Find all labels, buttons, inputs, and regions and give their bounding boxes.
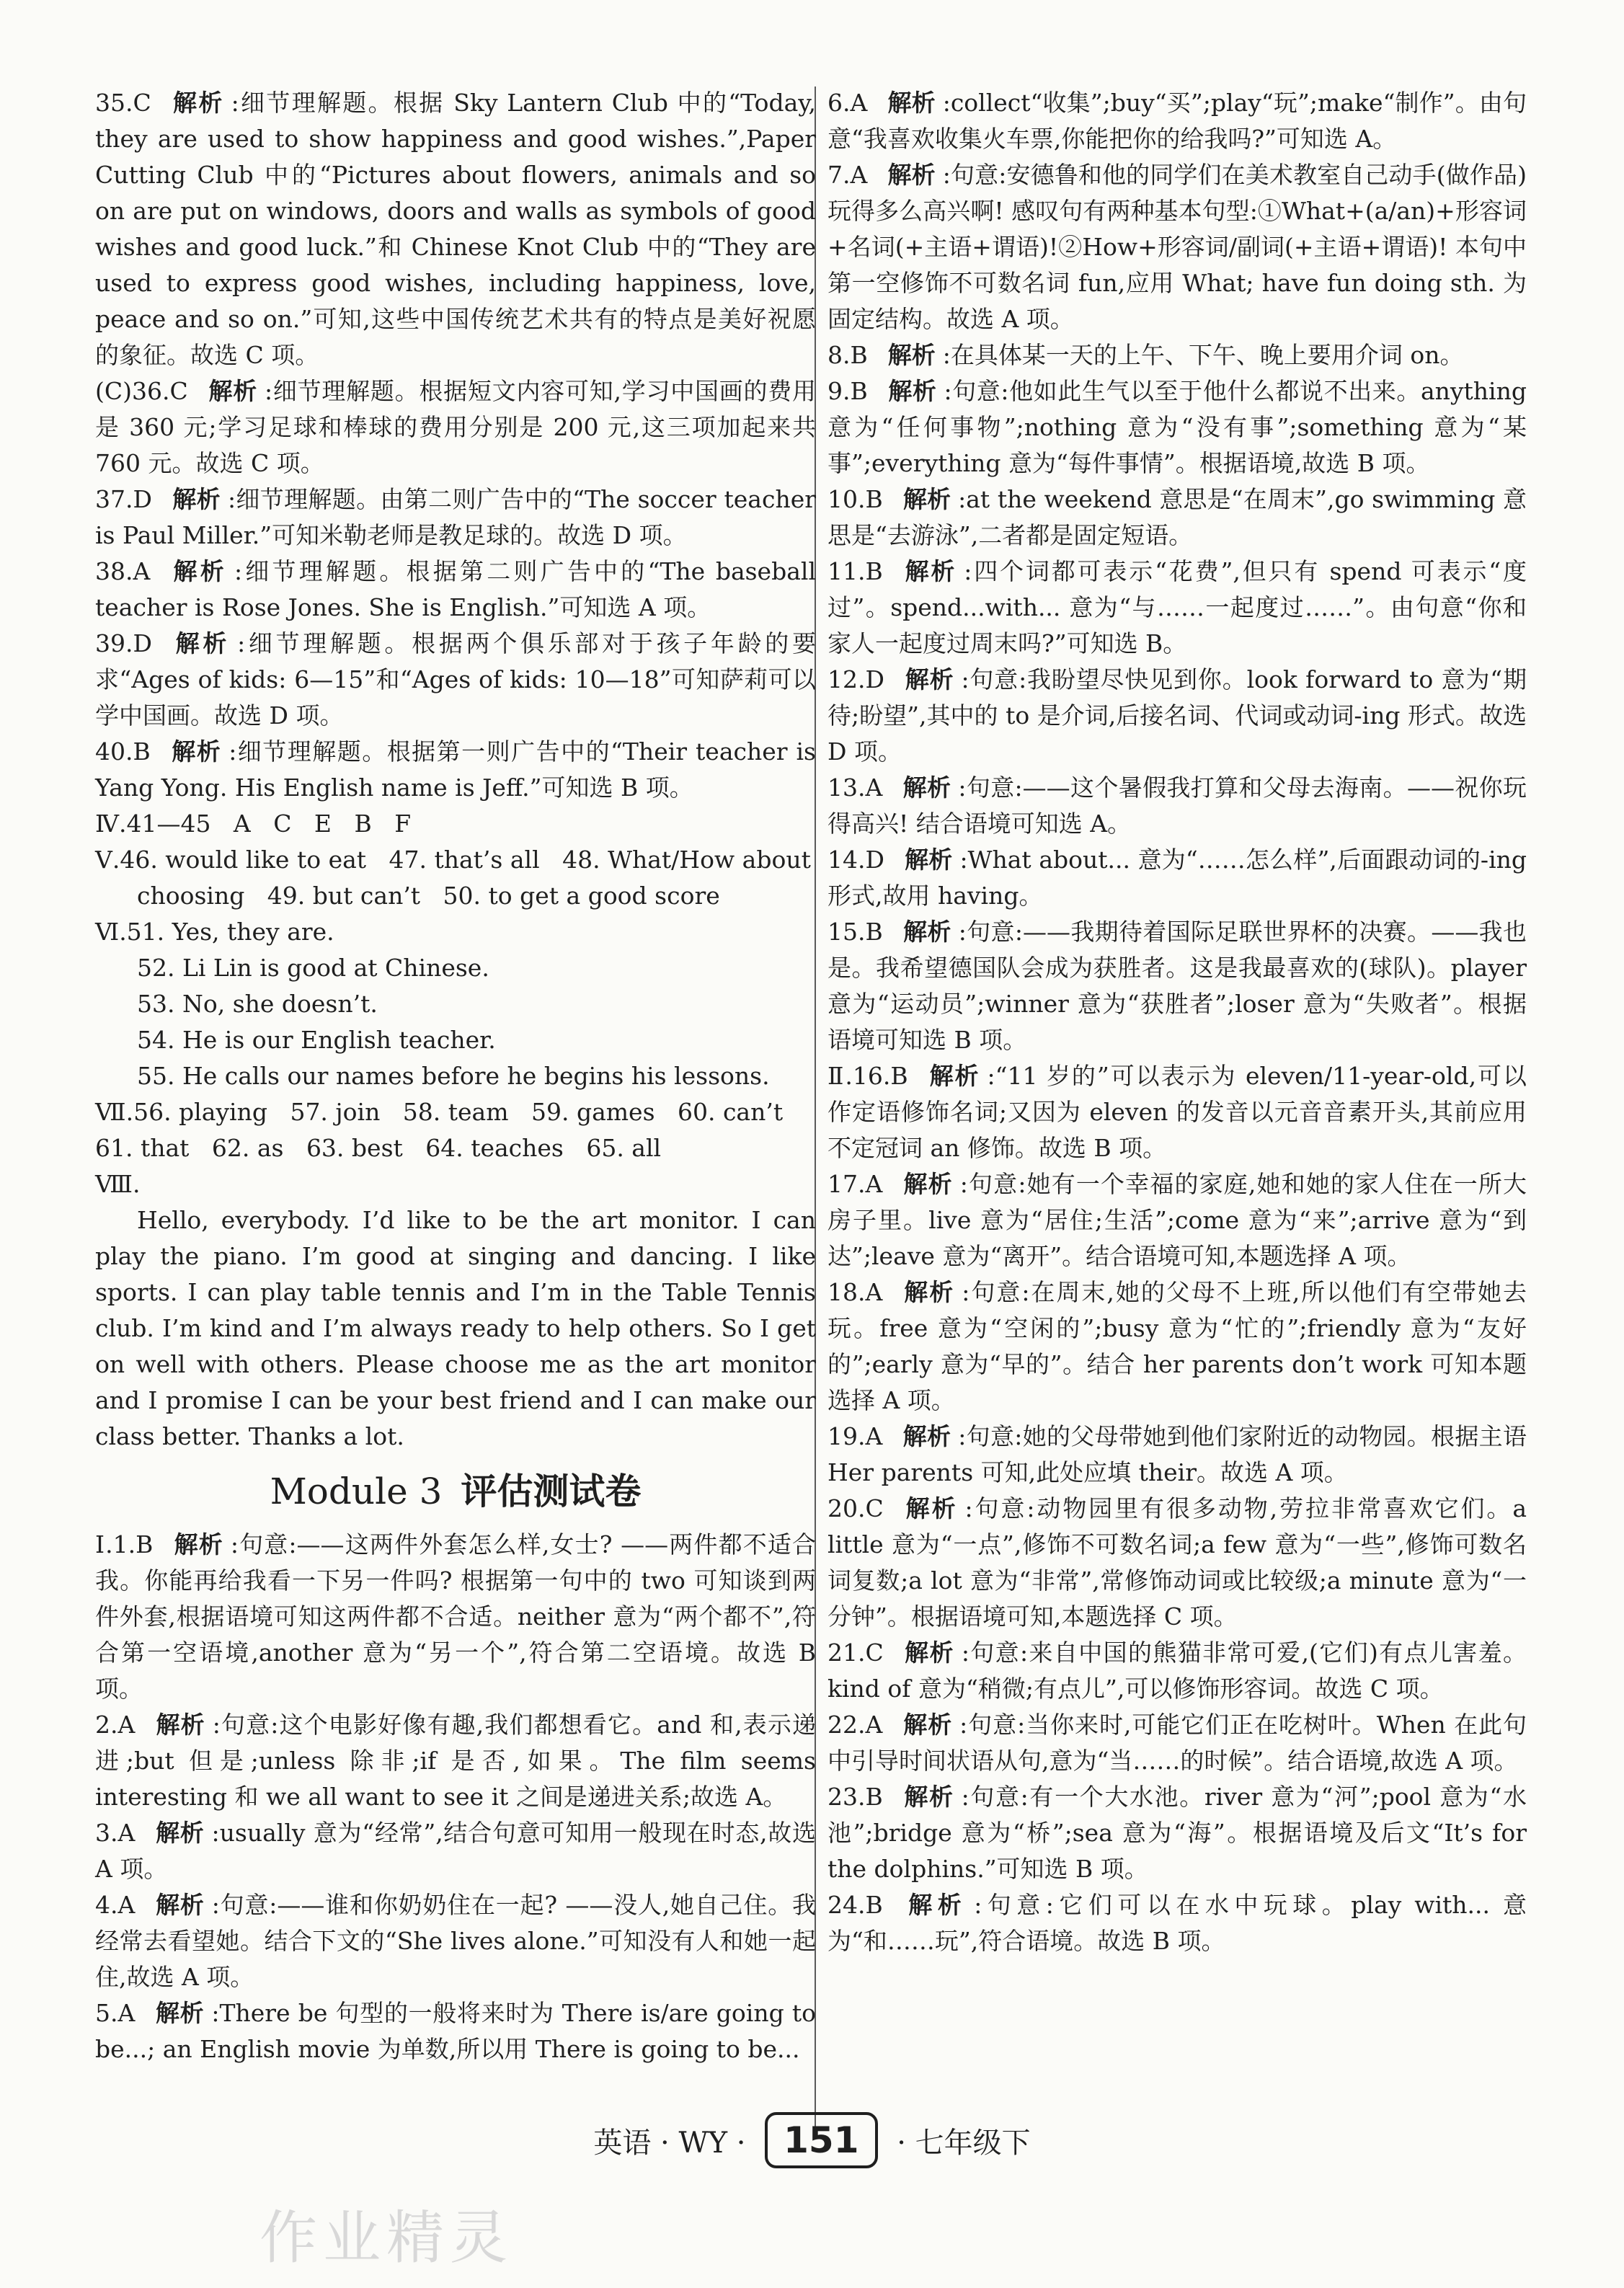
answer-m1: Ⅰ.1.B 解析 :句意:——这两件外套怎么样,女士? ——两件都不适合我。你能再给我看一下另一件吗? 根据第一句中的 two 可知谈到两件外套,根据语境可知这两件都不合适。neither 意为“两个都不”,符合第一空语境,another 意为“另一个”,符合第二空语境。故选 B 项。 (95, 1530, 817, 1703)
answer-m4: 4.A 解析 :句意:——谁和你奶奶住在一起? ——没人,她自己住。我经常去看望她。结合下文的“She lives alone.”可知没有人和她一起住,故选 A 项。 (95, 1891, 816, 1991)
answer-m14: 14.D 解析 :What about... 意为“……怎么样”,后面跟动词的-ing形式,故用 having。 (827, 846, 1527, 910)
watermark-logo: 作业精灵 (259, 2204, 513, 2271)
answer-m21: 21.C 解析 :句意:来自中国的熊猫非常可爱,(它们)有点儿害羞。kind of 意为“稍微;有点儿”,可以修饰形容词。故选 C 项。 (827, 1639, 1527, 1703)
answer-m2: 2.A 解析 :句意:这个电影好像有趣,我们都想看它。and 和,表示递进;but 但是;unless 除非;if 是否,如果。The film seems interesting 和 we all want to see it 之间是递进关系;故选 A。 (95, 1711, 816, 1811)
answer-m22: 22.A 解析 :句意:当你来时,可能它们正在吃树叶。When 在此句中引导时间状语从句,意为“当……的时候”。结合语境,故选 A 项。 (827, 1711, 1527, 1775)
page-footer (0, 2112, 1624, 2168)
answer-40: 40.B 解析 :细节理解题。根据第一则广告中的“Their teacher is Yang Yong. His English name is Jeff.”可知选 B 项。 (95, 737, 816, 802)
section-6-line-4: 54. He is our English teacher. (137, 1026, 496, 1054)
answer-m23: 23.B 解析 :句意:有一个大水池。river 意为“河”;pool 意为“水池”;bridge 意为“桥”;sea 意为“海”。根据语境及后文“It’s for the dolphins.”可知选 B 项。 (827, 1783, 1527, 1883)
section-7-line-2: 61. that 62. as 63. best 64. teaches 65. all (95, 1134, 662, 1162)
answer-m16: Ⅱ.16.B 解析 :“11 岁的”可以表示为 eleven/11-year-old,可以作定语修饰名词;又因为 eleven 的发音以元音音素开头,其前应用不定冠词 an 修饰。故选 B 项。 (827, 1062, 1527, 1162)
answer-m5: 5.A 解析 :There be 句型的一般将来时为 There is/are going to be...; an English movie 为单数,所以用 There is going to be... (95, 1999, 817, 2063)
answer-m10: 10.B 解析 :at the weekend 意思是“在周末”,go swimming 意思是“去游泳”,二者都是固定短语。 (827, 485, 1527, 549)
answer-m3: 3.A 解析 :usually 意为“经常”,结合句意可知用一般现在时态,故选 A 项。 (95, 1819, 816, 1883)
answer-m8: 8.B 解析 :在具体某一天的上午、下午、晚上要用介词 on。 (827, 341, 1464, 369)
module-title: Module 3 评估测试卷 (270, 1471, 642, 1512)
answer-m17: 17.A 解析 :句意:她有一个幸福的家庭,她和她的家人住在一所大房子里。live 意为“居住;生活”;come 意为“来”;arrive 意为“到达”;leave 意为“离开”。结合语境可知,本题选择 A 项。 (827, 1170, 1527, 1270)
page-number: 151 (765, 2112, 877, 2168)
answer-37: 37.D 解析 :细节理解题。由第二则广告中的“The soccer teacher is Paul Miller.”可知米勒老师是教足球的。故选 D 项。 (95, 485, 817, 549)
sample-essay: Hello, everybody. I’d like to be the art monitor. I can play the piano. I’m good at singing and dancing. I like sports. I can play table tennis and I’m in the Table Tennis club. I’m kind and I’m always ready to help others. So I get on well with others. Please choose me as the art monitor and I promise I can be your best friend and I can make our class better. Thanks a lot. (95, 1206, 816, 1450)
answer-m13: 13.A 解析 :句意:——这个暑假我打算和父母去海南。——祝你玩得高兴! 结合语境可知选 A。 (827, 773, 1527, 838)
answer-39: 39.D 解析 :细节理解题。根据两个俱乐部对于孩子年龄的要求“Ages of kids: 6—15”和“Ages of kids: 10—18”可知萨莉可以学中国画。故选 D 项。 (95, 629, 817, 730)
section-5-line-2: choosing 49. but can’t 50. to get a good score (137, 882, 720, 910)
answer-m7: 7.A 解析 :句意:安德鲁和他的同学们在美术教室自己动手(做作品)玩得多么高兴啊! 感叹句有两种基本句型:①What+(a/an)+形容词+名词(+主语+谓语)!②How+形容词/副词(+主语+谓语)! 本句中第一空修饰不可数名词 fun,应用 What; have fun doing sth. 为固定结构。故选 A 项。 (827, 161, 1527, 333)
section-6-line-3: 53. No, she doesn’t. (137, 990, 378, 1018)
right-column (827, 85, 1527, 1959)
section-6-line-2: 52. Li Lin is good at Chinese. (137, 954, 489, 982)
answer-35: 35.C 解析 :细节理解题。根据 Sky Lantern Club 中的“Today, they are used to show happiness and good wishes.”,Paper Cutting Club 中的“Pictures about flowers, animals and so on are put on windows, doors and walls as symbols of good wishes and good luck.”和 Chinese Knot Club 中的“They are used to express good wishes, including happiness, love, peace and so on.”可知,这些中国传统艺术共有的特点是美好祝愿的象征。故选 C 项。 (95, 89, 817, 369)
left-column (95, 85, 816, 2067)
answer-m15: 15.B 解析 :句意:——我期待着国际足联世界杯的决赛。——我也是。我希望德国队会成为获胜者。这是我最喜欢的(球队)。player 意为“运动员”;winner 意为“获胜者”;loser 意为“失败者”。根据语境可知选 B 项。 (827, 918, 1527, 1054)
answer-m24: 24.B 解析 :句意:它们可以在水中玩球。play with... 意为“和……玩”,符合语境。故选 B 项。 (827, 1891, 1527, 1955)
answer-38: 38.A 解析 :细节理解题。根据第二则广告中的“The baseball teacher is Rose Jones. She is English.”可知选 A 项。 (95, 557, 816, 621)
answer-m18: 18.A 解析 :句意:在周末,她的父母不上班,所以他们有空带她去玩。free 意为“空闲的”;busy 意为“忙的”;friendly 意为“友好的”;early 意为“早的”。结合 her parents don’t work 可知本题选择 A 项。 (827, 1278, 1527, 1414)
section-6-line-1: Ⅵ.51. Yes, they are. (95, 918, 334, 946)
answer-m9: 9.B 解析 :句意:他如此生气以至于他什么都说不出来。anything 意为“任何事物”;nothing 意为“没有事”;something 意为“某事”;everything 意为“每件事情”。根据语境,故选 B 项。 (827, 377, 1527, 477)
answer-m6: 6.A 解析 :collect“收集”;buy“买”;play“玩”;make“制作”。由句意“我喜欢收集火车票,你能把你的给我吗?”可知选 A。 (827, 89, 1527, 153)
answer-m11: 11.B 解析 :四个词都可表示“花费”,但只有 spend 可表示“度过”。spend...with... 意为“与……一起度过……”。由句意“你和家人一起度过周末吗?”可知选 B。 (827, 557, 1527, 657)
section-5-line-1: Ⅴ.46. would like to eat 47. that’s all 48. What/How about (95, 846, 811, 874)
section-4-answers: Ⅳ.41—45 A C E B F (95, 810, 412, 838)
footer-grade: · 七年级下 (897, 2127, 1031, 2160)
answer-m12: 12.D 解析 :句意:我盼望尽快见到你。look forward to 意为“期待;盼望”,其中的 to 是介词,后接名词、代词或动词-ing 形式。故选 D 项。 (827, 665, 1527, 766)
section-8-label: Ⅷ. (95, 1170, 141, 1198)
answer-m20: 20.C 解析 :句意:动物园里有很多动物,劳拉非常喜欢它们。a little 意为“一点”,修饰不可数名词;a few 意为“一些”,修饰可数名词复数;a lot 意为“非常”,常修饰动词或比较级;a minute 意为“一分钟”。根据语境可知,本题选择 C 项。 (827, 1494, 1527, 1631)
answer-m19: 19.A 解析 :句意:她的父母带她到他们家附近的动物园。根据主语 Her parents 可知,此处应填 their。故选 A 项。 (827, 1422, 1527, 1486)
footer-subject: 英语 · WY · (593, 2127, 746, 2160)
section-7-line-1: Ⅶ.56. playing 57. join 58. team 59. games 60. can’t (95, 1098, 784, 1126)
section-6-line-5: 55. He calls our names before he begins his lessons. (137, 1062, 770, 1090)
answer-36: (C)36.C 解析 :细节理解题。根据短文内容可知,学习中国画的费用是 360 元;学习足球和棒球的费用分别是 200 元,这三项加起来共 760 元。故选 C 项。 (95, 377, 817, 477)
